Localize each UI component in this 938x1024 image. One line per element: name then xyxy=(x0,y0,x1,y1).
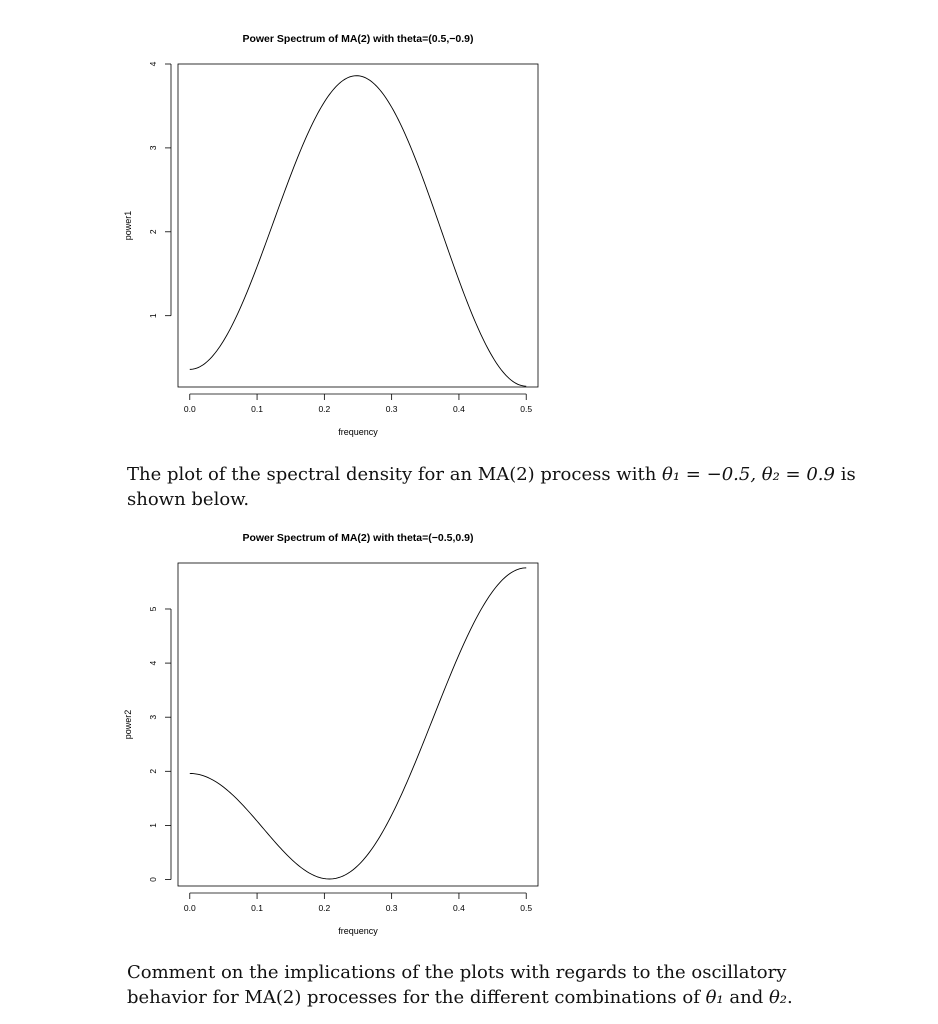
y-tick-label: 2 xyxy=(148,229,158,235)
data-point xyxy=(458,255,459,256)
data-point xyxy=(526,567,527,568)
math-theta-values: θ₁ = −0.5, θ₂ = 0.9 xyxy=(662,464,835,485)
chart-title: Power Spectrum of MA(2) with theta=(−0.5,0.9) xyxy=(242,532,474,544)
data-point xyxy=(290,849,291,850)
math-theta1: θ₁ xyxy=(705,987,724,1008)
x-tick-label: 0.4 xyxy=(453,404,465,414)
data-point xyxy=(256,813,257,814)
chart-power1 xyxy=(0,0,938,460)
y-axis-label: power1 xyxy=(123,210,133,241)
x-tick-label: 0.4 xyxy=(453,903,465,913)
x-tick-label: 0.2 xyxy=(318,404,331,414)
data-point xyxy=(425,745,426,746)
chart-title: Power Spectrum of MA(2) with theta=(0.5,−0.9) xyxy=(242,33,474,45)
x-axis-label: frequency xyxy=(338,427,378,437)
paragraph-question xyxy=(127,960,857,1010)
data-point xyxy=(391,88,392,89)
data-point xyxy=(324,119,325,120)
y-tick-label: 1 xyxy=(148,313,158,319)
x-tick-label: 0.0 xyxy=(183,404,196,414)
data-point xyxy=(256,286,257,287)
data-point xyxy=(290,203,291,204)
paragraph-intro-plot2 xyxy=(127,462,862,512)
data-point xyxy=(189,773,190,774)
data-point xyxy=(458,664,459,665)
question-end: . xyxy=(787,987,793,1008)
plot-frame xyxy=(178,64,538,387)
plot-frame xyxy=(178,563,538,886)
data-point xyxy=(425,154,426,155)
y-tick-label: 5 xyxy=(148,606,158,612)
x-tick-label: 0.5 xyxy=(520,903,533,913)
data-point xyxy=(223,347,224,348)
x-tick-label: 0.1 xyxy=(251,404,263,414)
data-point xyxy=(391,822,392,823)
x-axis-label: frequency xyxy=(338,926,378,936)
data-point xyxy=(189,369,190,370)
y-tick-label: 2 xyxy=(148,768,158,774)
y-tick-label: 0 xyxy=(148,877,158,882)
y-tick-label: 4 xyxy=(148,61,158,67)
y-tick-label: 3 xyxy=(148,145,158,151)
x-tick-label: 0.3 xyxy=(385,903,398,913)
x-tick-label: 0.0 xyxy=(183,903,196,913)
question-and: and xyxy=(723,987,769,1008)
y-tick-label: 3 xyxy=(148,714,158,720)
chart-power2 xyxy=(0,522,938,982)
x-tick-label: 0.3 xyxy=(385,404,398,414)
data-point xyxy=(492,347,493,348)
data-point xyxy=(357,75,358,76)
data-point xyxy=(357,869,358,870)
data-point xyxy=(223,784,224,785)
question-text: Comment on the implications of the plots with regards to the oscillatory behavior for MA(2) processes for the different combinations of xyxy=(127,962,793,1008)
y-axis-label: power2 xyxy=(123,709,133,740)
spectrum-line xyxy=(190,568,526,879)
spectrum-line xyxy=(190,76,526,386)
paragraph-text-tail: is shown below. xyxy=(127,464,862,510)
data-point xyxy=(526,386,527,387)
data-point xyxy=(492,601,493,602)
math-theta2: θ₂ xyxy=(768,987,788,1008)
x-tick-label: 0.5 xyxy=(520,404,533,414)
paragraph-text: The plot of the spectral density for an MA(2) process with xyxy=(127,464,663,485)
y-tick-label: 4 xyxy=(148,660,158,666)
y-tick-label: 1 xyxy=(148,823,158,828)
x-tick-label: 0.2 xyxy=(318,903,331,913)
x-tick-label: 0.1 xyxy=(251,903,263,913)
data-point xyxy=(324,876,325,877)
